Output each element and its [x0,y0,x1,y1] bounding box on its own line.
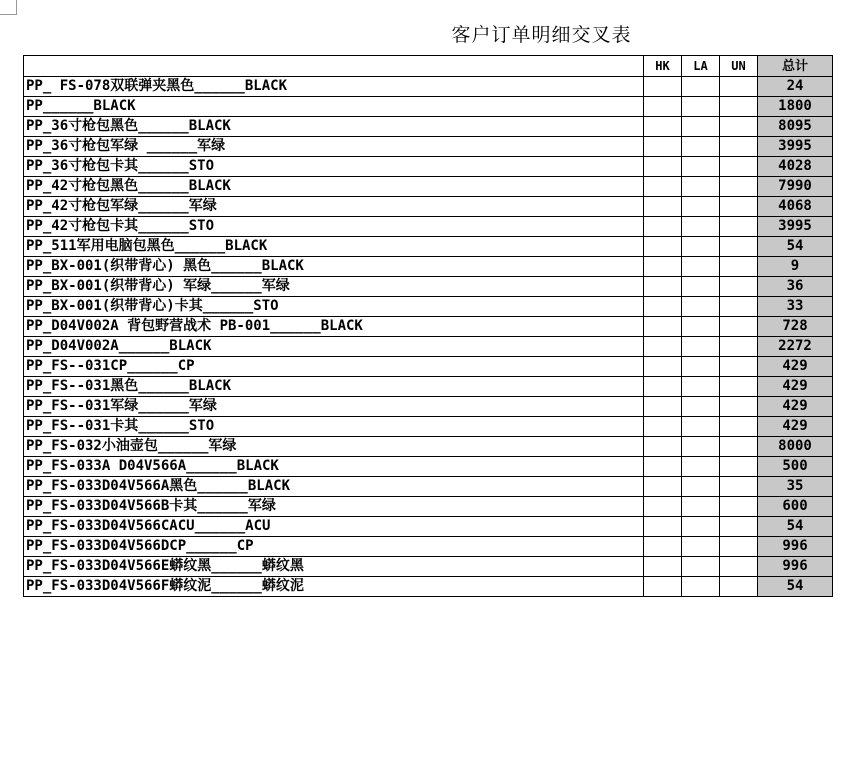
un-cell [720,117,758,137]
la-cell [682,97,720,117]
hk-cell [644,177,682,197]
un-cell [720,577,758,597]
hk-cell [644,517,682,537]
un-cell [720,337,758,357]
table-row [24,437,833,457]
item-cell: PP_FS-033D04V566F蟒纹泥______蟒纹泥 [24,577,644,597]
total-cell: 600 [758,497,833,517]
la-cell [682,257,720,277]
total-cell: 35 [758,477,833,497]
table-row [24,297,833,317]
table-row [24,337,833,357]
column-header-item [24,56,644,77]
hk-cell [644,297,682,317]
column-header-un: UN [720,56,758,77]
hk-cell [644,137,682,157]
table-row [24,417,833,437]
la-cell [682,237,720,257]
un-cell [720,237,758,257]
item-cell: PP_FS-033D04V566DCP______CP [24,537,644,557]
hk-cell [644,537,682,557]
total-cell: 1800 [758,97,833,117]
column-header-la: LA [682,56,720,77]
item-cell: PP_FS-033D04V566B卡其______军绿 [24,497,644,517]
hk-cell [644,257,682,277]
hk-cell [644,477,682,497]
item-cell: PP_ FS-078双联弹夹黑色______BLACK [24,77,644,97]
la-cell [682,197,720,217]
un-cell [720,217,758,237]
un-cell [720,297,758,317]
la-cell [682,397,720,417]
hk-cell [644,337,682,357]
item-cell: PP_36寸枪包卡其______STO [24,157,644,177]
la-cell [682,137,720,157]
hk-cell [644,457,682,477]
item-cell: PP_36寸枪包黑色______BLACK [24,117,644,137]
un-cell [720,357,758,377]
la-cell [682,117,720,137]
item-cell: PP_FS-032小油壶包______军绿 [24,437,644,457]
hk-cell [644,357,682,377]
la-cell [682,337,720,357]
total-cell: 2272 [758,337,833,357]
un-cell [720,417,758,437]
table-row [24,277,833,297]
table-row [24,457,833,477]
total-cell: 54 [758,517,833,537]
table-row [24,517,833,537]
total-cell: 8000 [758,437,833,457]
table-row [24,157,833,177]
item-cell: PP_BX-001(织带背心)卡其______STO [24,297,644,317]
hk-cell [644,237,682,257]
un-cell [720,277,758,297]
table-body [24,77,833,597]
total-cell: 54 [758,237,833,257]
hk-cell [644,437,682,457]
la-cell [682,497,720,517]
un-cell [720,537,758,557]
hk-cell [644,577,682,597]
item-cell: PP_FS-033D04V566A黑色______BLACK [24,477,644,497]
un-cell [720,177,758,197]
item-cell: PP_FS-033D04V566CACU______ACU [24,517,644,537]
item-cell: PP_FS--031卡其______STO [24,417,644,437]
hk-cell [644,217,682,237]
la-cell [682,217,720,237]
un-cell [720,77,758,97]
la-cell [682,357,720,377]
un-cell [720,557,758,577]
item-cell: PP_36寸枪包军绿 ______军绿 [24,137,644,157]
item-cell: PP_D04V002A______BLACK [24,337,644,357]
item-cell: PP_42寸枪包卡其______STO [24,217,644,237]
table-row [24,77,833,97]
un-cell [720,157,758,177]
un-cell [720,457,758,477]
la-cell [682,317,720,337]
column-header-hk: HK [644,56,682,77]
table-row [24,357,833,377]
item-cell: PP_FS--031军绿______军绿 [24,397,644,417]
hk-cell [644,557,682,577]
table-row [24,397,833,417]
table-row [24,237,833,257]
hk-cell [644,197,682,217]
item-cell: PP_42寸枪包军绿______军绿 [24,197,644,217]
total-cell: 36 [758,277,833,297]
table-row [24,97,833,117]
report-title: 客户订单明细交叉表 [451,24,632,46]
un-cell [720,437,758,457]
un-cell [720,317,758,337]
table-row [24,537,833,557]
total-cell: 996 [758,537,833,557]
item-cell: PP_BX-001(织带背心) 军绿______军绿 [24,277,644,297]
total-cell: 728 [758,317,833,337]
item-cell: PP_D04V002A 背包野营战术 PB-001______BLACK [24,317,644,337]
table-row [24,177,833,197]
total-cell: 8095 [758,117,833,137]
la-cell [682,157,720,177]
total-cell: 429 [758,397,833,417]
hk-cell [644,417,682,437]
la-cell [682,517,720,537]
crosstab-table [23,55,833,597]
table-row [24,197,833,217]
un-cell [720,497,758,517]
un-cell [720,197,758,217]
table-row [24,577,833,597]
table-row [24,137,833,157]
item-cell: PP_FS-033D04V566E蟒纹黑______蟒纹黑 [24,557,644,577]
total-cell: 429 [758,377,833,397]
hk-cell [644,377,682,397]
hk-cell [644,157,682,177]
la-cell [682,577,720,597]
table-row [24,317,833,337]
item-cell: PP______BLACK [24,97,644,117]
un-cell [720,97,758,117]
total-cell: 429 [758,357,833,377]
total-cell: 500 [758,457,833,477]
table-row [24,377,833,397]
corner-mark [0,0,17,15]
total-cell: 429 [758,417,833,437]
table-row [24,257,833,277]
hk-cell [644,277,682,297]
un-cell [720,377,758,397]
total-cell: 7990 [758,177,833,197]
la-cell [682,437,720,457]
un-cell [720,397,758,417]
total-cell: 9 [758,257,833,277]
header-row [24,56,833,77]
la-cell [682,417,720,437]
total-cell: 4028 [758,157,833,177]
la-cell [682,277,720,297]
column-header-total: 总计 [758,56,833,77]
item-cell: PP_FS-033A D04V566A______BLACK [24,457,644,477]
un-cell [720,137,758,157]
item-cell: PP_BX-001(织带背心) 黑色______BLACK [24,257,644,277]
hk-cell [644,317,682,337]
la-cell [682,537,720,557]
un-cell [720,477,758,497]
total-cell: 24 [758,77,833,97]
un-cell [720,257,758,277]
un-cell [720,517,758,537]
total-cell: 33 [758,297,833,317]
hk-cell [644,117,682,137]
la-cell [682,177,720,197]
item-cell: PP_FS--031CP______CP [24,357,644,377]
total-cell: 54 [758,577,833,597]
la-cell [682,457,720,477]
item-cell: PP_42寸枪包黑色______BLACK [24,177,644,197]
item-cell: PP_511军用电脑包黑色______BLACK [24,237,644,257]
table-row [24,557,833,577]
table-row [24,217,833,237]
la-cell [682,77,720,97]
la-cell [682,477,720,497]
hk-cell [644,97,682,117]
hk-cell [644,77,682,97]
total-cell: 4068 [758,197,833,217]
hk-cell [644,397,682,417]
total-cell: 3995 [758,137,833,157]
la-cell [682,377,720,397]
la-cell [682,557,720,577]
item-cell: PP_FS--031黑色______BLACK [24,377,644,397]
table-row [24,117,833,137]
total-cell: 3995 [758,217,833,237]
hk-cell [644,497,682,517]
la-cell [682,297,720,317]
table-row [24,477,833,497]
table-row [24,497,833,517]
total-cell: 996 [758,557,833,577]
